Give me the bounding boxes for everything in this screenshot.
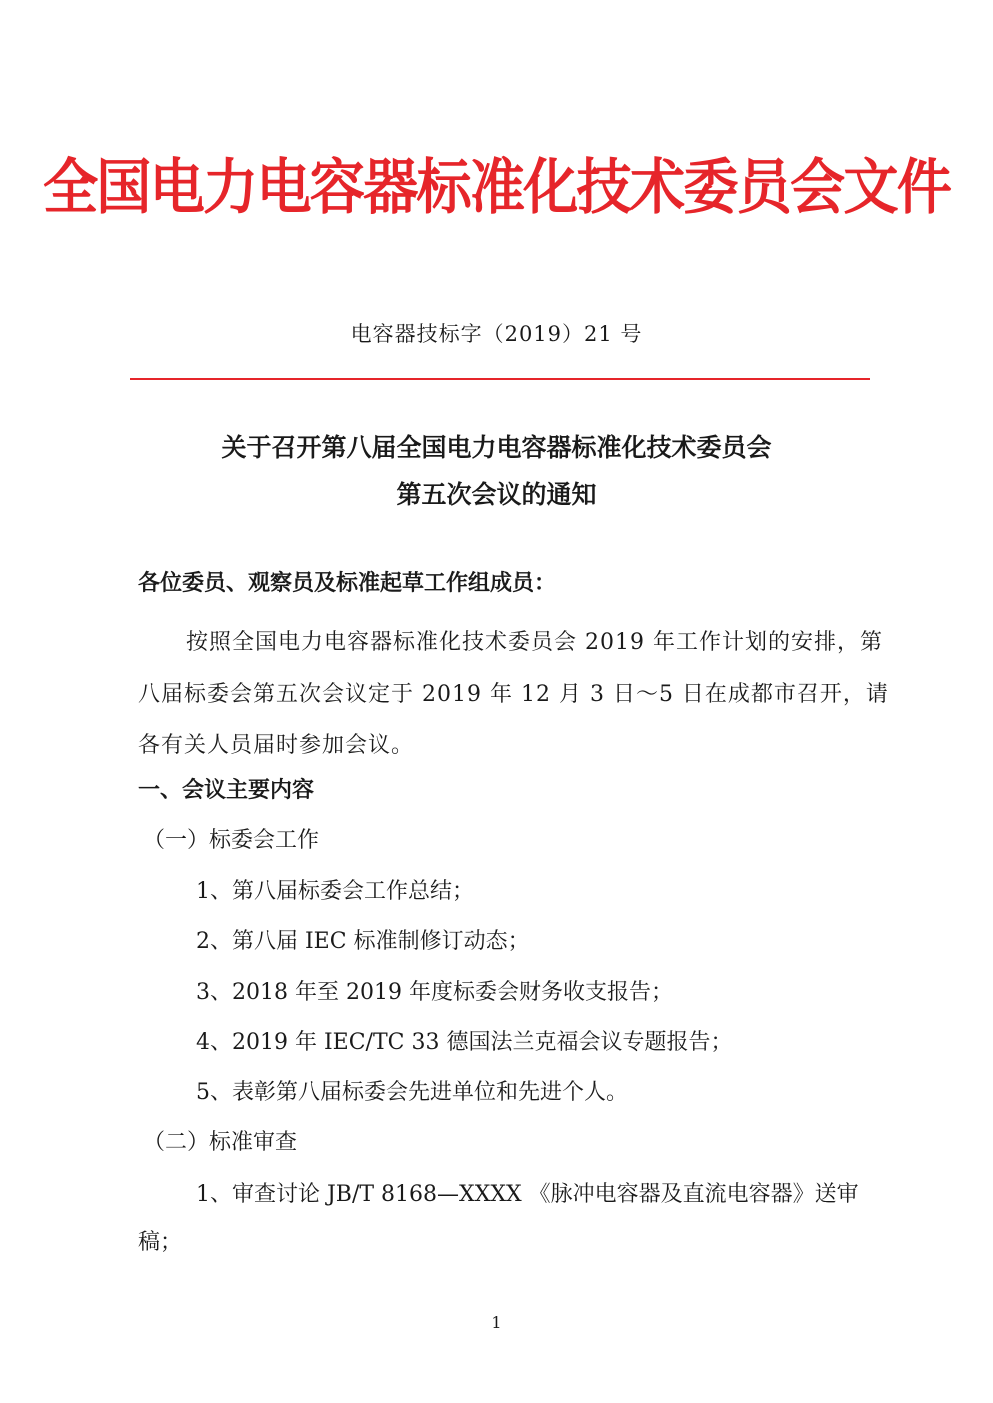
list-item: 3、2018 年至 2019 年度标委会财务收支报告； xyxy=(196,980,673,1005)
list-item: 1、第八届标委会工作总结； xyxy=(196,879,474,904)
paragraph-line-3: 各有关人员届时参加会议。 xyxy=(138,733,415,758)
subsection-heading-1: （一）标委会工作 xyxy=(143,828,320,853)
header-title: 全国电力电容器标准化技术委员会文件 xyxy=(42,153,951,223)
list-item-continuation: 稿； xyxy=(138,1230,183,1255)
section-heading-1: 一、会议主要内容 xyxy=(138,778,315,803)
page-number: 1 xyxy=(491,1313,502,1332)
notice-title-line-1: 关于召开第八届全国电力电容器标准化技术委员会 xyxy=(221,433,772,462)
list-item: 5、表彰第八届标委会先进单位和先进个人。 xyxy=(196,1080,628,1105)
paragraph-line-2: 八届标委会第五次会议定于 2019 年 12 月 3 日～5 日在成都市召开，请 xyxy=(138,682,889,707)
header-divider xyxy=(130,378,870,380)
salutation: 各位委员、观察员及标准起草工作组成员： xyxy=(138,571,557,596)
subsection-heading-2: （二）标准审查 xyxy=(143,1130,298,1155)
document-number: 电容器技标字（2019）21 号 xyxy=(350,322,643,346)
notice-title-line-2: 第五次会议的通知 xyxy=(396,480,597,509)
list-item: 4、2019 年 IEC/TC 33 德国法兰克福会议专题报告； xyxy=(196,1030,733,1055)
paragraph-line-1: 按照全国电力电容器标准化技术委员会 2019 年工作计划的安排，第 xyxy=(186,630,883,655)
list-item: 2、第八届 IEC 标准制修订动态； xyxy=(196,929,530,954)
list-item: 1、审查讨论 JB/T 8168—XXXX 《脉冲电容器及直流电容器》送审 xyxy=(196,1182,859,1207)
